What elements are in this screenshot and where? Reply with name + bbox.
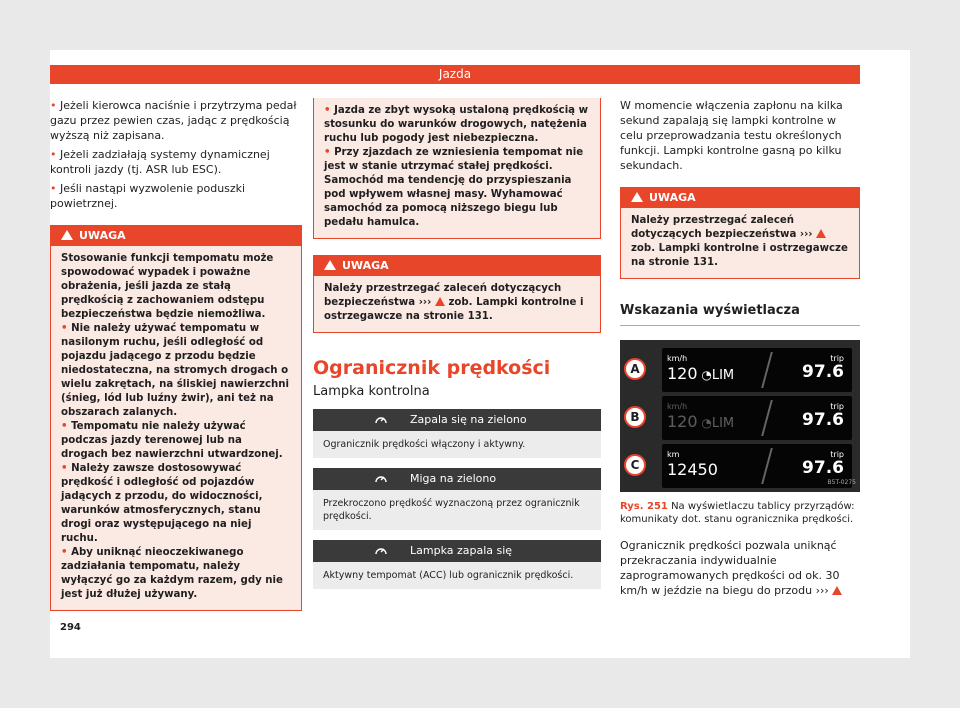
subsection-title: Lampka kontrolna bbox=[313, 384, 430, 399]
lamp-entry bbox=[313, 409, 601, 458]
warning-header: UWAGA bbox=[314, 256, 600, 276]
warning-item: • Jazda ze zbyt wysoką ustaloną prędkością w stosunku do warunków drogowych, natężenia ruchu lub pogody jest niebezpieczna. bbox=[324, 105, 589, 144]
warning-header: UWAGA bbox=[51, 226, 301, 246]
figure-label-b: B bbox=[624, 406, 646, 428]
chapter-header: Jazda bbox=[50, 65, 860, 84]
section-title: Ogranicznik prędkości bbox=[313, 357, 551, 379]
warning-intro: Stosowanie funkcji tempomatu może spowodować wypadek i poważne obrażenia, jeśli jazda ze stałą prędkością z zachowaniem odstępu bezpieczeństwa będzie niemożliwa. bbox=[61, 253, 274, 320]
lamp-entry bbox=[313, 540, 601, 589]
warning-item: • Aby uniknąć nieoczekiwanego zadziałania tempomatu, należy wyłączyć go za każdym razem, gdy nie jest już dłużej używany. bbox=[61, 547, 283, 600]
display-figure bbox=[620, 340, 860, 492]
warning-box-continued bbox=[313, 98, 601, 239]
column-2 bbox=[313, 98, 601, 599]
warning-box bbox=[50, 225, 302, 611]
page-number: 294 bbox=[60, 622, 81, 633]
cross-reference-link[interactable]: zob. Lampki kontrolne i ostrzegawcze na stronie 131. bbox=[631, 243, 848, 268]
figure-label-c: C bbox=[624, 454, 646, 476]
bullet-item: • Jeśli nastąpi wyzwolenie poduszki powietrznej. bbox=[50, 182, 246, 210]
warning-triangle-icon bbox=[61, 230, 73, 240]
body-paragraph: Ogranicznik prędkości pozwala uniknąć przekraczania indywidualnie zaprogramowanych prędkości od ok. 30 km/h w jeździe na biegu do przodu ››› bbox=[620, 538, 860, 598]
warning-item: • Tempomatu nie należy używać podczas jazdy terenowej lub na drogach bez nawierzchni utwardzonej. bbox=[61, 421, 283, 460]
speedometer-icon bbox=[374, 413, 388, 427]
warning-item: • Przy zjazdach ze wzniesienia tempomat nie jest w stanie utrzymać stałej prędkości. Samochód ma tendencję do przyspieszania pod wpływem własnej masy. Wyhamować samochód za pomocą niższego biegu lub pedału hamulca. bbox=[324, 147, 584, 228]
warning-body: Należy przestrzegać zaleceń dotyczących bezpieczeństwa ››› zob. Lampki kontrolne i ostrzegawcze na stronie 131. bbox=[324, 283, 584, 322]
lamp-description: Przekroczono prędkość wyznaczoną przez ogranicznik prędkości. bbox=[313, 490, 601, 530]
warning-triangle-icon bbox=[631, 192, 643, 202]
warning-item: • Nie należy używać tempomatu w nasilonym ruchu, jeśli odległość od pojazdu jadącego z przodu będzie niedostateczna, na stromych drogach o wielu zakrętach, na śliskiej nawierzchni (śnieg, lód lub luźny żwir), ani też na obszarach zalanych. bbox=[61, 323, 290, 418]
warning-triangle-icon bbox=[832, 586, 842, 595]
warning-body: Należy przestrzegać zaleceń dotyczących bezpieczeństwa ››› zob. Lampki kontrolne i ostrzegawcze na stronie 131. bbox=[631, 215, 848, 268]
figure-id: B5T-0275 bbox=[827, 479, 856, 486]
warning-box bbox=[620, 187, 860, 279]
lamp-description: Aktywny tempomat (ACC) lub ogranicznik prędkości. bbox=[313, 562, 601, 589]
column-1 bbox=[50, 98, 302, 611]
lamp-entry bbox=[313, 468, 601, 530]
lamp-title: Lampka zapala się bbox=[410, 544, 513, 557]
bullet-item: • Jeżeli zadziałają systemy dynamicznej kontroli jazdy (tj. ASR lub ESC). bbox=[50, 148, 270, 176]
bullet-item: • Jeżeli kierowca naciśnie i przytrzyma pedał gazu przez pewien czas, jadąc z prędkością wyższą niż zapisana. bbox=[50, 99, 297, 142]
subsection-heading: Wskazania wyświetlacza bbox=[620, 303, 860, 326]
figure-caption: Rys. 251 Na wyświetlaczu tablicy przyrządów: komunikaty dot. stanu ogranicznika prędkości. bbox=[620, 501, 855, 525]
warning-triangle-icon bbox=[324, 260, 336, 270]
display-panel-a: km/h 120 ◔LIM trip 97.6 bbox=[662, 348, 852, 392]
lamp-title: Miga na zielono bbox=[410, 472, 497, 485]
cross-reference-link[interactable]: zob. Lampki kontrolne i ostrzegawcze na stronie 131. bbox=[324, 297, 584, 322]
warning-triangle-icon bbox=[435, 297, 445, 306]
intro-paragraph: W momencie włączenia zapłonu na kilka sekund zapalają się lampki kontrolne w celu przeprowadzania testu określonych funkcji. Lampki kontrolne gasną po kilku sekundach. bbox=[620, 99, 843, 172]
warning-item: • Należy zawsze dostosowywać prędkość i odległość od pojazdów jadących z przodu, do widoczności, warunków atmosferycznych, stanu drogi oraz występującego na niej ruchu. bbox=[61, 463, 263, 544]
warning-box bbox=[313, 255, 601, 333]
lamp-description: Ogranicznik prędkości włączony i aktywny. bbox=[313, 431, 601, 458]
speedometer-icon bbox=[374, 544, 388, 558]
warning-body bbox=[51, 246, 301, 610]
speedometer-icon bbox=[374, 472, 388, 486]
lamp-title: Zapala się na zielono bbox=[410, 413, 527, 426]
display-panel-c: km 12450 trip 97.6 bbox=[662, 444, 852, 488]
column-3 bbox=[620, 98, 860, 598]
warning-triangle-icon bbox=[816, 229, 826, 238]
warning-header: UWAGA bbox=[621, 188, 859, 208]
figure-label-a: A bbox=[624, 358, 646, 380]
display-panel-b: km/h 120 ◔LIM trip 97.6 bbox=[662, 396, 852, 440]
